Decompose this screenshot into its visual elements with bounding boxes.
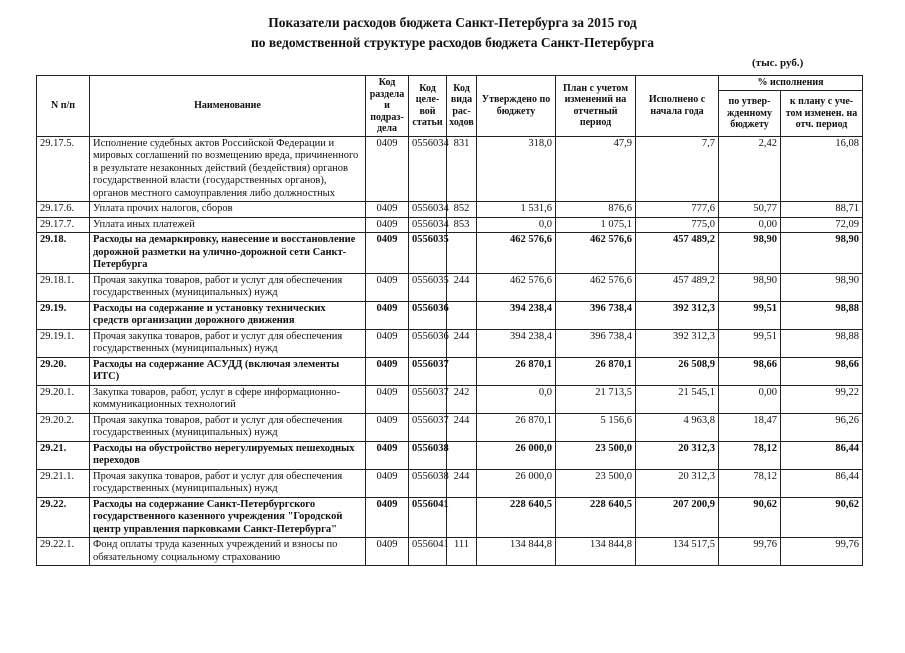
cell-article: 0556037 [409,385,447,413]
cell-executed: 207 200,9 [636,497,719,538]
cell-name: Прочая закупка товаров, работ и услуг для обеспечения государственных (муниципальных) нужд [90,413,366,441]
cell-name: Исполнение судебных актов Российской Федерации и мировых соглашений по возмещению вреда, причиненного в результате незаконных действий (бездействия) органов государственной власти (государственных органов), органов местного самоуправления либо должностных [90,136,366,202]
table-row [37,202,863,218]
cell-article: 0556041 [409,497,447,538]
cell-article: 0556034 [409,136,447,202]
cell-type: 242 [447,385,477,413]
cell-plan: 396 738,4 [556,329,636,357]
cell-approved: 26 000,0 [477,441,556,469]
table-row [37,233,863,274]
cell-pct-plan: 86,44 [781,469,863,497]
cell-executed: 26 508,9 [636,357,719,385]
cell-type: 111 [447,538,477,566]
cell-approved: 318,0 [477,136,556,202]
cell-pct-plan: 98,90 [781,273,863,301]
document-subtitle: по ведомственной структуре расходов бюджета Санкт-Петербурга [250,35,655,50]
cell-type: 831 [447,136,477,202]
cell-executed: 7,7 [636,136,719,202]
cell-section: 0409 [366,202,409,218]
cell-type: 853 [447,217,477,233]
cell-pct-approved: 99,51 [719,329,781,357]
cell-type [447,233,477,274]
cell-plan: 23 500,0 [556,469,636,497]
cell-section: 0409 [366,441,409,469]
cell-num: 29.19. [37,301,90,329]
cell-plan: 1 075,1 [556,217,636,233]
cell-section: 0409 [366,413,409,441]
cell-pct-approved: 90,62 [719,497,781,538]
cell-pct-approved: 99,51 [719,301,781,329]
cell-section: 0409 [366,538,409,566]
cell-pct-approved: 78,12 [719,441,781,469]
cell-name: Закупка товаров, работ, услуг в сфере информационно-коммуникационных технологий [90,385,366,413]
cell-executed: 777,6 [636,202,719,218]
table-row [37,497,863,538]
table-row [37,329,863,357]
cell-section: 0409 [366,136,409,202]
cell-name: Прочая закупка товаров, работ и услуг для обеспечения государственных (муниципальных) нужд [90,469,366,497]
cell-article: 0556037 [409,413,447,441]
cell-pct-plan: 99,76 [781,538,863,566]
cell-approved: 228 640,5 [477,497,556,538]
header-plan: План с учетом изменений на отчетный период [556,76,636,137]
cell-num: 29.20.2. [37,413,90,441]
header-num: N п/п [37,76,90,137]
cell-pct-approved: 98,90 [719,233,781,274]
cell-pct-plan: 98,66 [781,357,863,385]
cell-num: 29.21. [37,441,90,469]
cell-article: 0556034 [409,202,447,218]
cell-num: 29.20.1. [37,385,90,413]
cell-approved: 1 531,6 [477,202,556,218]
cell-pct-plan: 16,08 [781,136,863,202]
cell-executed: 392 312,3 [636,301,719,329]
cell-name: Расходы на содержание и установку технических средств организации дорожного движения [90,301,366,329]
table-row [37,385,863,413]
cell-num: 29.18. [37,233,90,274]
cell-pct-approved: 78,12 [719,469,781,497]
header-percent: % исполнения [719,76,863,91]
cell-type [447,497,477,538]
cell-section: 0409 [366,233,409,274]
cell-pct-plan: 96,26 [781,413,863,441]
header-name: Наименование [90,76,366,137]
cell-approved: 394 238,4 [477,329,556,357]
unit-label: (тыс. руб.) [752,57,804,69]
cell-executed: 20 312,3 [636,469,719,497]
cell-article: 0556037 [409,357,447,385]
cell-plan: 23 500,0 [556,441,636,469]
cell-executed: 21 545,1 [636,385,719,413]
cell-pct-approved: 2,42 [719,136,781,202]
header-row [37,76,863,91]
cell-type [447,301,477,329]
table-row [37,273,863,301]
cell-article: 0556036 [409,301,447,329]
cell-executed: 134 517,5 [636,538,719,566]
cell-num: 29.17.6. [37,202,90,218]
cell-executed: 457 489,2 [636,273,719,301]
cell-name: Уплата прочих налогов, сборов [90,202,366,218]
cell-plan: 134 844,8 [556,538,636,566]
cell-pct-approved: 98,66 [719,357,781,385]
cell-section: 0409 [366,469,409,497]
cell-pct-approved: 0,00 [719,217,781,233]
cell-approved: 0,0 [477,217,556,233]
cell-name: Расходы на обустройство нерегулируемых пешеходных переходов [90,441,366,469]
cell-section: 0409 [366,217,409,233]
cell-article: 0556034 [409,217,447,233]
cell-name: Расходы на демаркировку, нанесение и восстановление дорожной разметки на улично-дорожной сети Санкт-Петербурга [90,233,366,274]
cell-name: Уплата иных платежей [90,217,366,233]
cell-plan: 396 738,4 [556,301,636,329]
header-pct-plan: к плану с уче-том изменен. на отч. период [781,91,863,137]
cell-type [447,357,477,385]
cell-type [447,441,477,469]
cell-pct-plan: 98,90 [781,233,863,274]
budget-table [36,75,863,566]
table-row [37,301,863,329]
cell-pct-plan: 88,71 [781,202,863,218]
header-executed: Исполнено с начала года [636,76,719,137]
cell-plan: 21 713,5 [556,385,636,413]
table-row [37,441,863,469]
header-type: Код вида рас-ходов [447,76,477,137]
cell-pct-approved: 18,47 [719,413,781,441]
cell-plan: 462 576,6 [556,233,636,274]
cell-approved: 26 870,1 [477,413,556,441]
cell-section: 0409 [366,329,409,357]
cell-type: 244 [447,469,477,497]
table-row [37,538,863,566]
cell-num: 29.22. [37,497,90,538]
cell-executed: 457 489,2 [636,233,719,274]
cell-article: 0556036 [409,329,447,357]
cell-pct-approved: 50,77 [719,202,781,218]
cell-section: 0409 [366,357,409,385]
header-section: Код раздела и подраз-дела [366,76,409,137]
table-row [37,469,863,497]
cell-approved: 462 576,6 [477,273,556,301]
cell-executed: 20 312,3 [636,441,719,469]
cell-pct-plan: 72,09 [781,217,863,233]
cell-approved: 394 238,4 [477,301,556,329]
cell-num: 29.20. [37,357,90,385]
cell-plan: 47,9 [556,136,636,202]
cell-name: Фонд оплаты труда казенных учреждений и взносы по обязательному социальному страхованию [90,538,366,566]
cell-type: 244 [447,273,477,301]
cell-pct-approved: 99,76 [719,538,781,566]
cell-article: 0556035 [409,273,447,301]
cell-name: Расходы на содержание АСУДД (включая элементы ИТС) [90,357,366,385]
cell-plan: 26 870,1 [556,357,636,385]
header-pct-approved: по утвер-жденному бюджету [719,91,781,137]
cell-pct-plan: 98,88 [781,329,863,357]
cell-type: 244 [447,413,477,441]
cell-article: 0556038 [409,441,447,469]
cell-pct-plan: 90,62 [781,497,863,538]
cell-section: 0409 [366,385,409,413]
cell-name: Прочая закупка товаров, работ и услуг для обеспечения государственных (муниципальных) нужд [90,329,366,357]
cell-executed: 392 312,3 [636,329,719,357]
table-row [37,413,863,441]
cell-article: 0556035 [409,233,447,274]
cell-executed: 775,0 [636,217,719,233]
cell-approved: 26 870,1 [477,357,556,385]
cell-section: 0409 [366,273,409,301]
cell-num: 29.18.1. [37,273,90,301]
cell-num: 29.17.5. [37,136,90,202]
cell-section: 0409 [366,301,409,329]
document-title: Показатели расходов бюджета Санкт-Петербурга за 2015 год [268,15,637,30]
table-row [37,357,863,385]
cell-section: 0409 [366,497,409,538]
cell-approved: 134 844,8 [477,538,556,566]
cell-type: 852 [447,202,477,218]
cell-article: 0556041 [409,538,447,566]
cell-num: 29.17.7. [37,217,90,233]
table-row [37,217,863,233]
cell-plan: 228 640,5 [556,497,636,538]
cell-name: Расходы на содержание Санкт-Петербургского государственного казенного учреждения "Городской центр управления парковками Санкт-Петербурга" [90,497,366,538]
cell-pct-plan: 98,88 [781,301,863,329]
cell-executed: 4 963,8 [636,413,719,441]
cell-pct-approved: 98,90 [719,273,781,301]
header-approved: Утверждено по бюджету [477,76,556,137]
cell-plan: 5 156,6 [556,413,636,441]
cell-pct-approved: 0,00 [719,385,781,413]
cell-approved: 0,0 [477,385,556,413]
cell-plan: 876,6 [556,202,636,218]
cell-approved: 26 000,0 [477,469,556,497]
cell-name: Прочая закупка товаров, работ и услуг для обеспечения государственных (муниципальных) нужд [90,273,366,301]
cell-pct-plan: 86,44 [781,441,863,469]
header-article: Код целе-вой статьи [409,76,447,137]
table-body [37,136,863,566]
cell-type: 244 [447,329,477,357]
cell-plan: 462 576,6 [556,273,636,301]
cell-article: 0556038 [409,469,447,497]
cell-num: 29.19.1. [37,329,90,357]
cell-approved: 462 576,6 [477,233,556,274]
table-row [37,136,863,202]
cell-num: 29.21.1. [37,469,90,497]
cell-pct-plan: 99,22 [781,385,863,413]
cell-num: 29.22.1. [37,538,90,566]
